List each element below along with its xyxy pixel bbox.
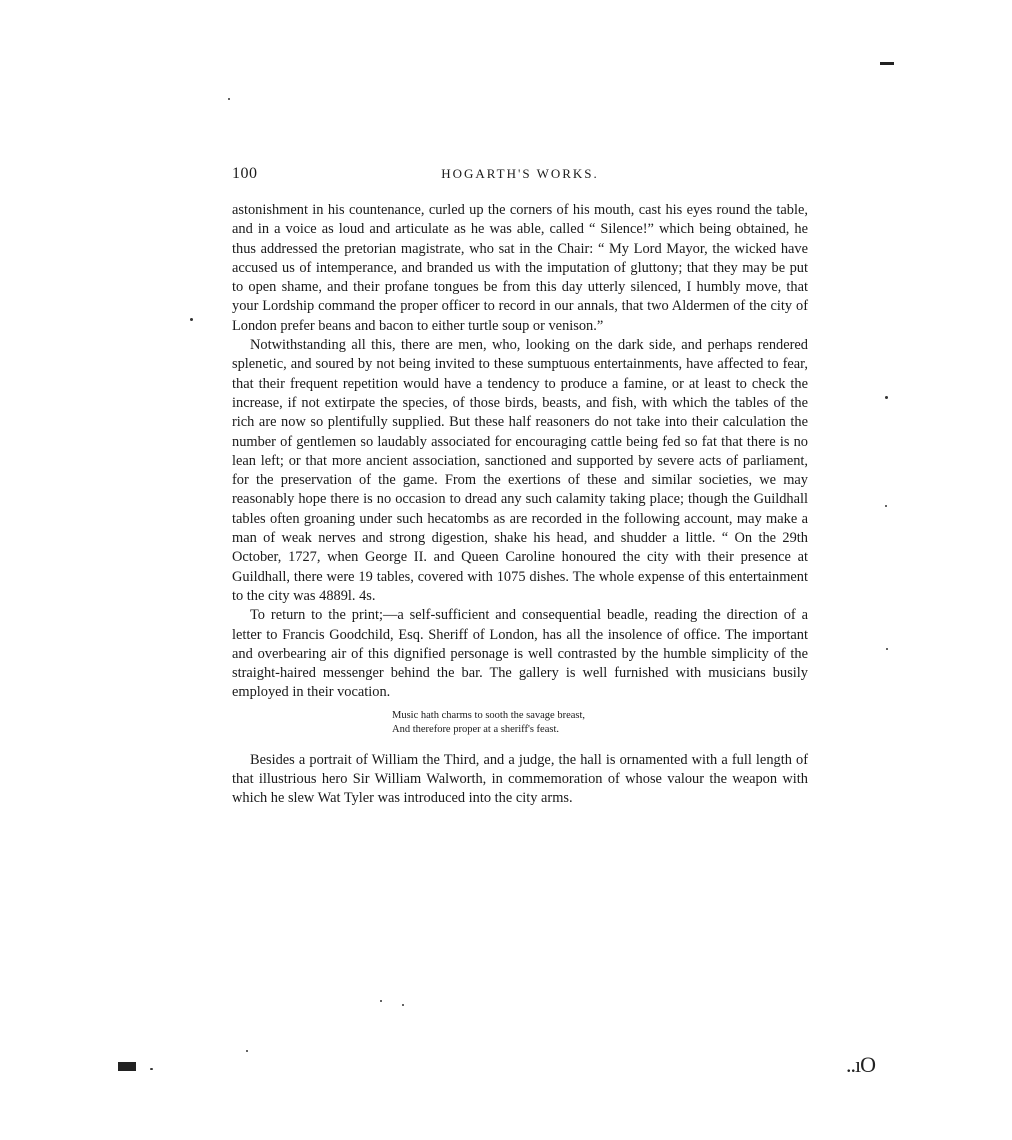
scan-speck [885, 505, 887, 507]
paragraph-notwithstanding: Notwithstanding all this, there are men, who, looking on the dark side, and perhaps rendered splenetic, and soured by not being invited to these sumptuous entertainments, have affected to fear, that their frequent repetition would have a tendency to produce a famine, or at least to check the increase, if not extirpate the species, of those birds, beasts, and fish, with which the tables of the rich are now so plentifully supplied. But these half reasoners do not take into their calculation the number of gentlemen so laudably associated for encouraging cattle being fed so fat that there is no lean left; or that more ancient association, sanctioned and supported by severe acts of parliament, for the preservation of the game. From the exertions of these and similar societies, we may reasonably hope there is no occasion to dread any such calamity taking place; though the Guildhall tables often groaning under such hecatombs as are recorded in the following account, may make a man of weak nerves and strong digestion, shake his head, and shudder a little. “ On the 29th October, 1727, when George II. and Queen Caroline honoured the city with their presence at Guildhall, there were 19 tables, covered with 1075 dishes. The whole expense of this entertainment to the city was 4889l. 4s. [232, 337, 808, 604]
scan-speck [228, 98, 230, 100]
scan-speck [885, 396, 888, 399]
scan-speck [886, 648, 888, 650]
verse-line-1: Music hath charms to sooth the savage breast, [392, 709, 586, 721]
scan-speck [380, 1000, 382, 1002]
corner-fragment: ..ıO [846, 1052, 875, 1077]
scan-mark-bottom-left [118, 1062, 136, 1071]
page-header [232, 165, 808, 187]
running-head: HOGARTH'S WORKS. [441, 166, 599, 181]
scan-speck [190, 318, 193, 321]
paragraph-besides-portrait: Besides a portrait of William the Third, and a judge, the hall is ornamented with a full length of that illustrious hero Sir William Walworth, in commemoration of whose valour the weapon with which he slew Wat Tyler was introduced into the city arms. [232, 751, 808, 807]
scan-speck [150, 1068, 153, 1070]
verse-quotation [392, 709, 808, 737]
scan-speck [246, 1050, 248, 1052]
verse-line-2: And therefore proper at a sheriff's feast. [392, 723, 560, 735]
scan-speck [402, 1004, 404, 1006]
paragraph-return-to-print: To return to the print;—a self-sufficient and consequential beadle, reading the direction of a letter to Francis Goodchild, Esq. Sheriff of London, has all the insolence of office. The important and overbearing air of this dignified personage is well contrasted by the humble simplicity of the straight-haired messenger behind the bar. The gallery is well furnished with musicians busily employed in their vocation. [232, 607, 808, 701]
page-number: 100 [232, 165, 258, 182]
scan-mark-top-right [880, 62, 894, 65]
paragraph-silence-speech: astonishment in his countenance, curled up the corners of his mouth, cast his eyes round the table, and in a voice as loud and articulate as he was able, called “ Silence!” which being obtained, he thus addressed the pretorian magistrate, who sat in the Chair: “ My Lord Mayor, the wicked have accused us of intemperance, and branded us with the imputation of gluttony; that they may be put to open shame, and their profane tongues be from this day utterly silenced, I humbly move, that your Lordship command the proper officer to record in our annals, that two Aldermen of the city of London prefer beans and bacon to either turtle soup or venison.” [232, 202, 808, 334]
body-text [232, 201, 808, 809]
